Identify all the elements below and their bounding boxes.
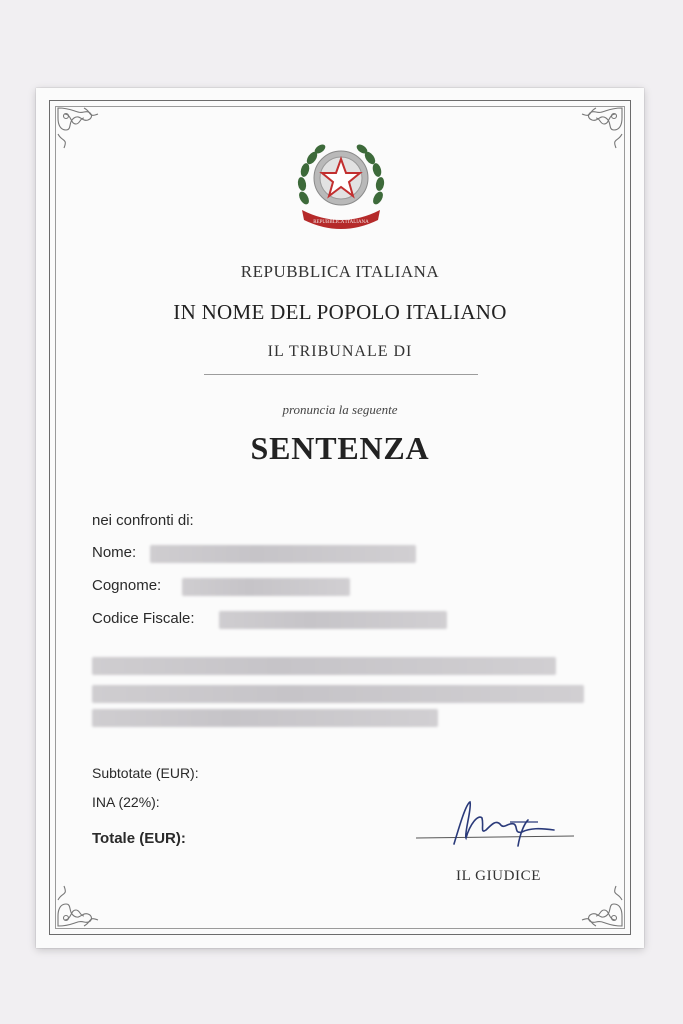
body-redacted-line — [92, 685, 584, 703]
document-sheet — [36, 88, 644, 948]
parties-intro: nei confronti di: — [92, 512, 194, 529]
corner-ornament-icon — [568, 104, 626, 162]
header-popolo: IN NOME DEL POPOLO ITALIANO — [173, 300, 507, 324]
document-title: SENTENZA — [250, 430, 430, 466]
svg-text:REPUBBLICA ITALIANA: REPUBBLICA ITALIANA — [313, 220, 369, 225]
totale-label: Totale (EUR): — [92, 830, 186, 847]
nome-redacted — [150, 545, 416, 563]
iva-label: INA (22%): — [92, 794, 160, 810]
corner-ornament-icon — [568, 872, 626, 930]
header-separator — [204, 374, 478, 375]
corner-ornament-icon — [54, 872, 112, 930]
cognome-label: Cognome: — [92, 577, 162, 594]
cognome-redacted — [182, 578, 350, 596]
subtotale-label: Subtotate (EUR): — [92, 765, 199, 781]
signature-icon — [414, 794, 586, 854]
header-repubblica: REPUBBLICA ITALIANA — [240, 262, 440, 281]
header-tribunale: IL TRIBUNALE DI — [267, 343, 413, 360]
body-redacted-line — [92, 709, 438, 727]
nome-label: Nome: — [92, 544, 137, 561]
emblem-icon — [294, 138, 388, 238]
codice-fiscale-label: Codice Fiscale: — [92, 610, 195, 627]
body-redacted-line — [92, 657, 556, 675]
codice-fiscale-redacted — [219, 611, 447, 629]
pronuncia-text: pronuncia la seguente — [282, 402, 398, 417]
corner-ornament-icon — [54, 104, 112, 162]
giudice-label: IL GIUDICE — [456, 868, 542, 884]
